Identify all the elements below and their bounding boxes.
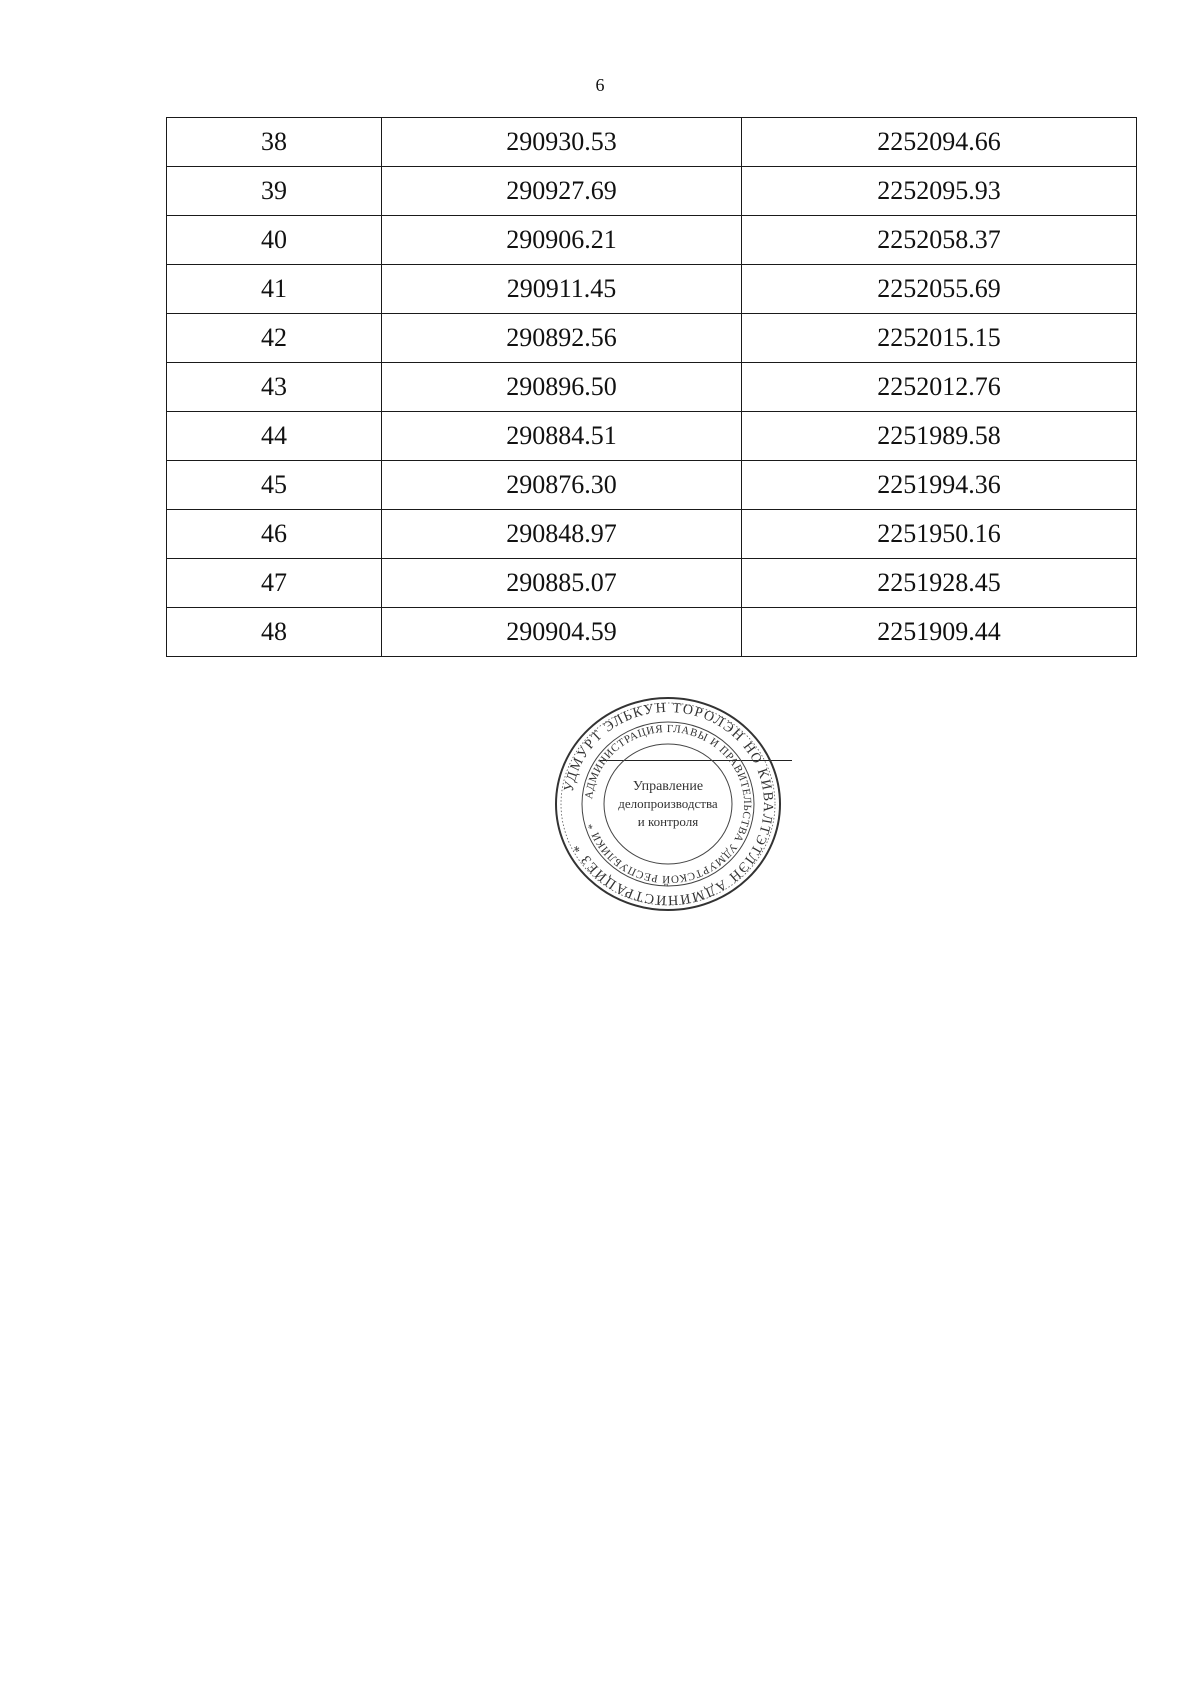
page-number: 6 <box>595 75 605 95</box>
x-coordinate-cell: 290896.50 <box>382 363 742 412</box>
x-coordinate-cell: 290876.30 <box>382 461 742 510</box>
point-number-cell: 40 <box>167 216 382 265</box>
x-coordinate-cell: 290904.59 <box>382 608 742 657</box>
table-row <box>167 412 1137 461</box>
seal-center-line-2: делопроизводства <box>618 796 718 811</box>
x-coordinate-cell: 290885.07 <box>382 559 742 608</box>
table-row <box>167 363 1137 412</box>
x-coordinate-cell: 290930.53 <box>382 118 742 167</box>
coordinates-table <box>166 117 1137 657</box>
point-number-cell: 45 <box>167 461 382 510</box>
y-coordinate-cell: 2251909.44 <box>742 608 1137 657</box>
table-row <box>167 216 1137 265</box>
seal-outer-text: УДМУРТ ЭЛЬКУН ТОРОЛЭН НО КИВАЛТЭТЛЭН АДМИНИСТРАЦИЕЗ * <box>561 700 776 908</box>
point-number-cell: 41 <box>167 265 382 314</box>
point-number-cell: 42 <box>167 314 382 363</box>
point-number-cell: 43 <box>167 363 382 412</box>
y-coordinate-cell: 2251989.58 <box>742 412 1137 461</box>
x-coordinate-cell: 290884.51 <box>382 412 742 461</box>
point-number-cell: 47 <box>167 559 382 608</box>
point-number-cell: 38 <box>167 118 382 167</box>
point-number-cell: 44 <box>167 412 382 461</box>
table-row <box>167 461 1137 510</box>
table-row <box>167 265 1137 314</box>
y-coordinate-cell: 2252015.15 <box>742 314 1137 363</box>
table-row <box>167 559 1137 608</box>
x-coordinate-cell: 290927.69 <box>382 167 742 216</box>
coordinates-table-body <box>167 118 1137 657</box>
seal-inner-text: АДМИНИСТРАЦИЯ ГЛАВЫ И ПРАВИТЕЛЬСТВА УДМУРТСКОЙ РЕСПУБЛИКИ * <box>583 722 754 886</box>
y-coordinate-cell: 2251950.16 <box>742 510 1137 559</box>
official-seal <box>540 690 796 918</box>
point-number-cell: 46 <box>167 510 382 559</box>
point-number-cell: 48 <box>167 608 382 657</box>
y-coordinate-cell: 2251928.45 <box>742 559 1137 608</box>
x-coordinate-cell: 290892.56 <box>382 314 742 363</box>
y-coordinate-cell: 2252095.93 <box>742 167 1137 216</box>
x-coordinate-cell: 290906.21 <box>382 216 742 265</box>
y-coordinate-cell: 2252012.76 <box>742 363 1137 412</box>
seal-graphic <box>540 690 796 918</box>
table-row <box>167 608 1137 657</box>
table-row <box>167 314 1137 363</box>
x-coordinate-cell: 290848.97 <box>382 510 742 559</box>
y-coordinate-cell: 2251994.36 <box>742 461 1137 510</box>
y-coordinate-cell: 2252058.37 <box>742 216 1137 265</box>
seal-center-line-3: и контроля <box>637 814 699 829</box>
x-coordinate-cell: 290911.45 <box>382 265 742 314</box>
table-row <box>167 510 1137 559</box>
y-coordinate-cell: 2252055.69 <box>742 265 1137 314</box>
point-number-cell: 39 <box>167 167 382 216</box>
table-row <box>167 118 1137 167</box>
y-coordinate-cell: 2252094.66 <box>742 118 1137 167</box>
table-row <box>167 167 1137 216</box>
seal-center-line-1: Управление <box>632 779 704 794</box>
